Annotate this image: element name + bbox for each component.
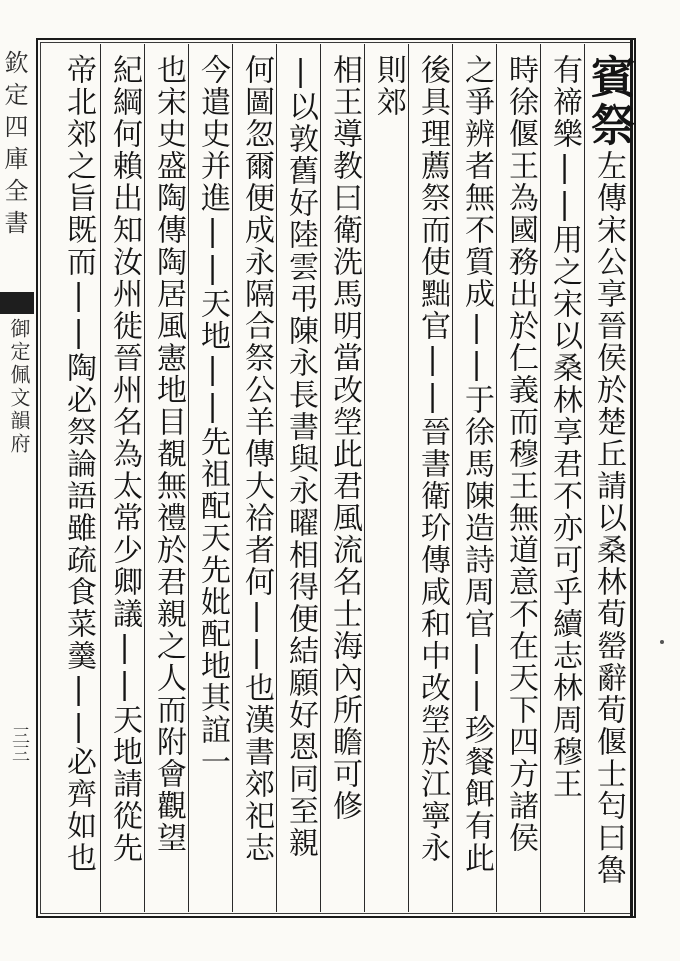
text-column-6 <box>366 54 410 910</box>
text-column-11 <box>146 54 190 910</box>
column-text: 帝北郊之旨既而||陶必祭論語雖疏食菜羹||必齊如也 <box>61 54 96 874</box>
text-column-12 <box>102 54 146 910</box>
column-text: 左傳宋公享晉侯於楚丘請以桑林荀罃辭荀偃士匄曰魯 <box>591 150 626 886</box>
column-text: 時徐偃王為國務出於仁義而穆王無道意不在天下四方諸侯 <box>503 54 538 854</box>
column-rule <box>100 44 101 912</box>
column-text: 後具理薦祭而使黜官||晉書衛玠傳咸和中改塋於江寧永 <box>415 54 450 864</box>
column-text: |以敦舊好陸雲弔陳永長書與永曜相得便結願好恩同至親 <box>283 54 318 859</box>
column-text: 有禘樂||用之宋以桑林享君不亦可乎續志林周穆王 <box>547 54 582 800</box>
text-column-3 <box>498 54 542 910</box>
margin-black-bar <box>0 292 34 314</box>
column-text: 相王導教曰衛洗馬明當改塋此君風流名士海內所瞻可修 <box>327 54 362 822</box>
margin-book-title: 欽定四庫全書 <box>0 50 28 242</box>
text-column-4 <box>454 54 498 910</box>
entry-head-binji: 賓祭 <box>583 54 634 150</box>
text-column-2 <box>542 54 586 910</box>
right-edge-rule <box>630 40 633 916</box>
ink-dot <box>660 640 664 644</box>
column-text: 則郊 <box>371 54 406 118</box>
text-column-1 <box>583 54 634 910</box>
column-text: 今遣史并進||天地||先祖配天先妣配地其誼一 <box>195 54 230 778</box>
text-column-13 <box>58 54 100 910</box>
column-text: 之爭辨者無不質成||于徐馬陳造詩周官||珍餐餌有此 <box>459 54 494 874</box>
text-column-5 <box>410 54 454 910</box>
margin-work-title: 御定佩文韻府 <box>7 318 31 456</box>
text-column-7 <box>322 54 366 910</box>
text-column-9 <box>234 54 278 910</box>
column-text: 紀綱何賴出知汝州徙晉州名為太常少卿議||天地請從先 <box>107 54 142 864</box>
page-number: 三三 <box>9 726 30 762</box>
column-text: 也宋史盛陶傳陶居風憲地目覩無禮於君親之人而附會觀望 <box>151 54 186 854</box>
column-text: 何圖忽爾便成永隔合祭公羊傳大祫者何||也漢書郊祀志 <box>239 54 274 864</box>
text-column-8 <box>278 54 322 910</box>
text-column-10 <box>190 54 234 910</box>
